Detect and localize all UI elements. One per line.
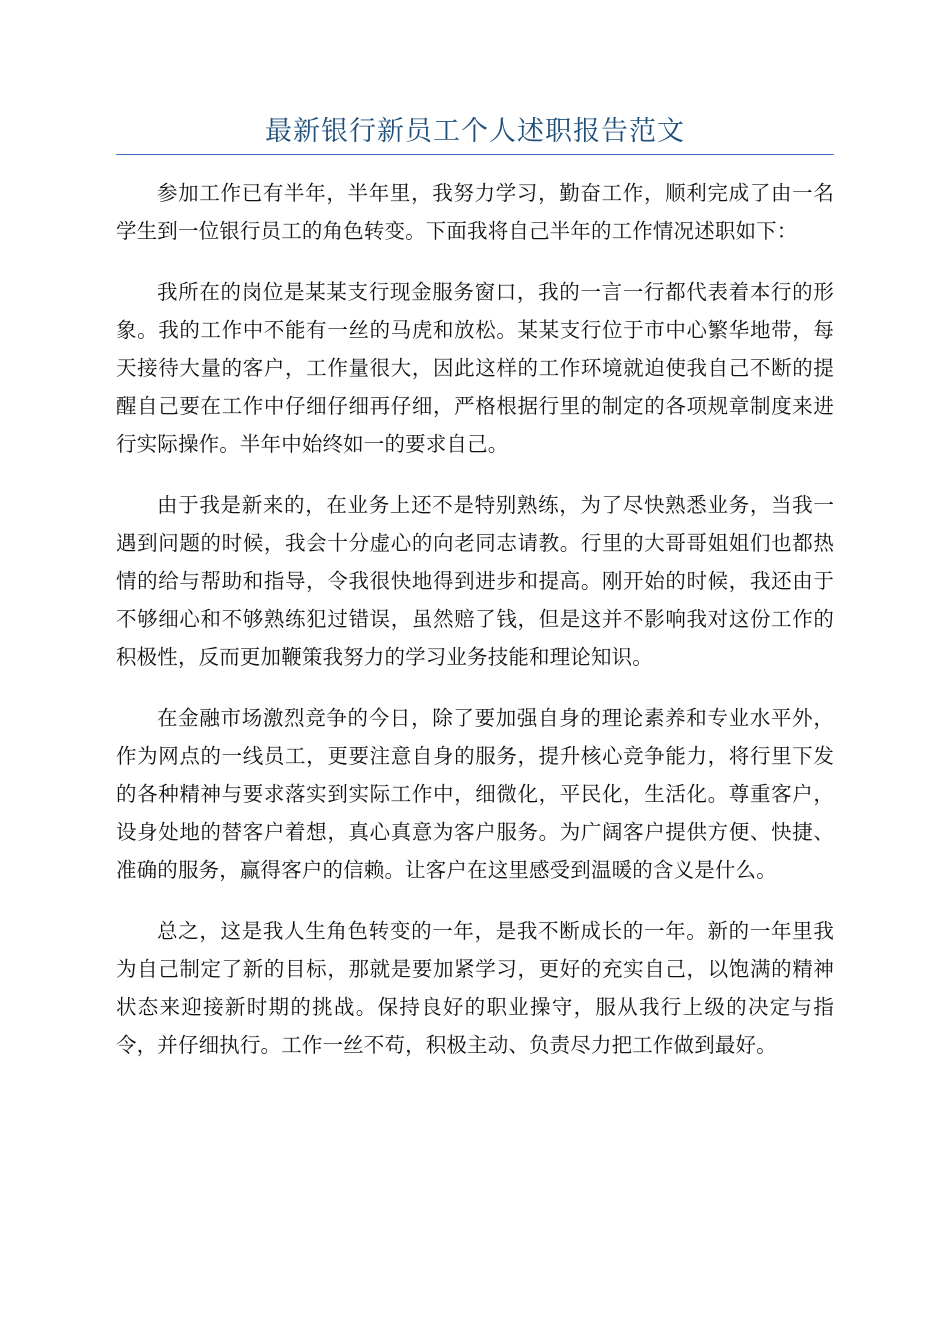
- title-underline: [116, 154, 834, 155]
- paragraph-learning: 由于我是新来的，在业务上还不是特别熟练，为了尽快熟悉业务，当我一遇到问题的时候，我会十分虚心的向老同志请教。行里的大哥哥姐姐们也都热情的给与帮助和指导，令我很快地得到进步和提高。刚开始的时候，我还由于不够细心和不够熟练犯过错误，虽然赔了钱，但是这并不影响我对这份工作的积极性，反而更加鞭策我努力的学习业务技能和理论知识。: [116, 493, 834, 669]
- document-title: 最新银行新员工个人述职报告范文: [265, 116, 685, 147]
- paragraph-service: 在金融市场激烈竞争的今日，除了要加强自身的理论素养和专业水平外，作为网点的一线员工，更要注意自身的服务，提升核心竞争能力，将行里下发的各种精神与要求落实到实际工作中，细微化，平民化，生活化。尊重客户，设身处地的替客户着想，真心真意为客户服务。为广阔客户提供方便、快捷、准确的服务，赢得客户的信赖。让客户在这里感受到温暖的含义是什么。: [116, 706, 834, 882]
- paragraph-intro: 参加工作已有半年，半年里，我努力学习，勤奋工作，顺利完成了由一名学生到一位银行员工的角色转变。下面我将自己半年的工作情况述职如下：: [116, 181, 834, 243]
- paragraph-position: 我所在的岗位是某某支行现金服务窗口，我的一言一行都代表着本行的形象。我的工作中不能有一丝的马虎和放松。某某支行位于市中心繁华地带，每天接待大量的客户，工作量很大，因此这样的工作环境就迫使我自己不断的提醒自己要在工作中仔细仔细再仔细，严格根据行里的制定的各项规章制度来进行实际操作。半年中始终如一的要求自己。: [116, 280, 834, 456]
- paragraph-conclusion: 总之，这是我人生角色转变的一年，是我不断成长的一年。新的一年里我为自己制定了新的目标，那就是要加紧学习，更好的充实自己，以饱满的精神状态来迎接新时期的挑战。保持良好的职业操守，服从我行上级的决定与指令，并仔细执行。工作一丝不苟，积极主动、负责尽力把工作做到最好。: [116, 919, 834, 1057]
- document-body: [116, 174, 834, 1087]
